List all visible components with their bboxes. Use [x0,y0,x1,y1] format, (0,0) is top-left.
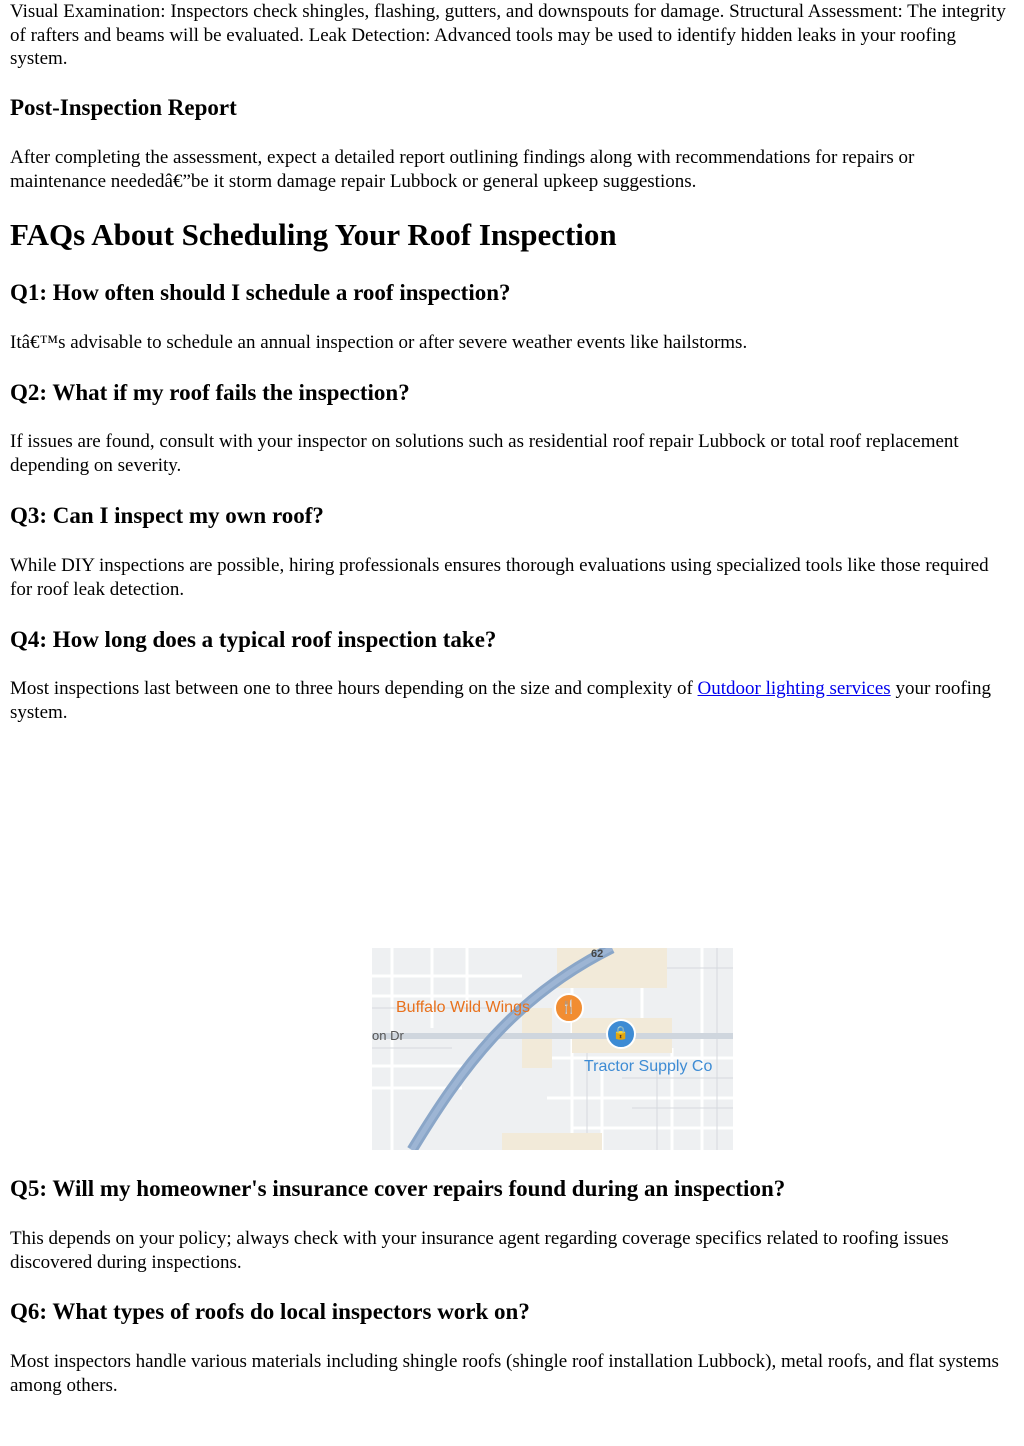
buffalo-wild-wings-label[interactable]: Buffalo Wild Wings [396,999,530,1016]
map-streets [372,948,733,1150]
faq-question-5: Q5: Will my homeowner's insurance cover repairs found during an inspection? [10,1176,786,1201]
intro-paragraph: Visual Examination: Inspectors check shingles, flashing, gutters, and downspouts for damage. Structural Assessment: The integrity of rafters and beams will be evaluated. Leak Detection: Advanced tools may be used to identify hidden leaks in your roofing system. [10,1,1006,69]
street-label: on Dr [372,1028,404,1043]
restaurant-icon[interactable]: 🍴 [554,993,584,1023]
location-map[interactable] [372,948,733,1150]
shopping-bag-icon[interactable]: 🔒 [606,1019,636,1049]
faq-question-4: Q4: How long does a typical roof inspection take? [10,627,497,652]
faq-answer-2: If issues are found, consult with your inspector on solutions such as residential roof repair Lubbock or total roof replacement depending on severity. [10,431,959,476]
faq-answer-6: Most inspectors handle various materials including shingle roofs (shingle roof installation Lubbock), metal roofs, and flat systems among others. [10,1351,999,1396]
faqs-heading: FAQs About Scheduling Your Roof Inspection [10,217,617,252]
faq-answer-4 [10,677,1014,724]
faq-answer-5: This depends on your policy; always check with your insurance agent regarding coverage specifics related to roofing issues discovered during inspections. [10,1228,949,1273]
faq-answer-3: While DIY inspections are possible, hiring professionals ensures thorough evaluations using specialized tools like those required for roof leak detection. [10,555,989,600]
faq-answer-4-text-end: your roofing system. [10,678,991,723]
faq-question-1: Q1: How often should I schedule a roof inspection? [10,280,511,305]
faq-answer-1: Itâ€™s advisable to schedule an annual inspection or after severe weather events like hailstorms. [10,332,748,353]
faq-answer-4-text: Most inspections last between one to three hours depending on the size and complexity of [10,678,698,699]
tractor-supply-label[interactable]: Tractor Supply Co [584,1058,713,1075]
faq-question-3: Q3: Can I inspect my own roof? [10,503,324,528]
faq-question-6: Q6: What types of roofs do local inspectors work on? [10,1299,530,1324]
post-inspection-heading: Post-Inspection Report [10,95,237,120]
outdoor-lighting-link[interactable]: Outdoor lighting services [697,678,891,699]
faq-question-2: Q2: What if my roof fails the inspection? [10,380,410,405]
post-inspection-paragraph: After completing the assessment, expect a detailed report outlining findings along with recommendations for repairs or maintenance neededâ€”be it storm damage repair Lubbock or general upkeep suggestions. [10,147,915,192]
route-shield: 62 [591,948,604,960]
